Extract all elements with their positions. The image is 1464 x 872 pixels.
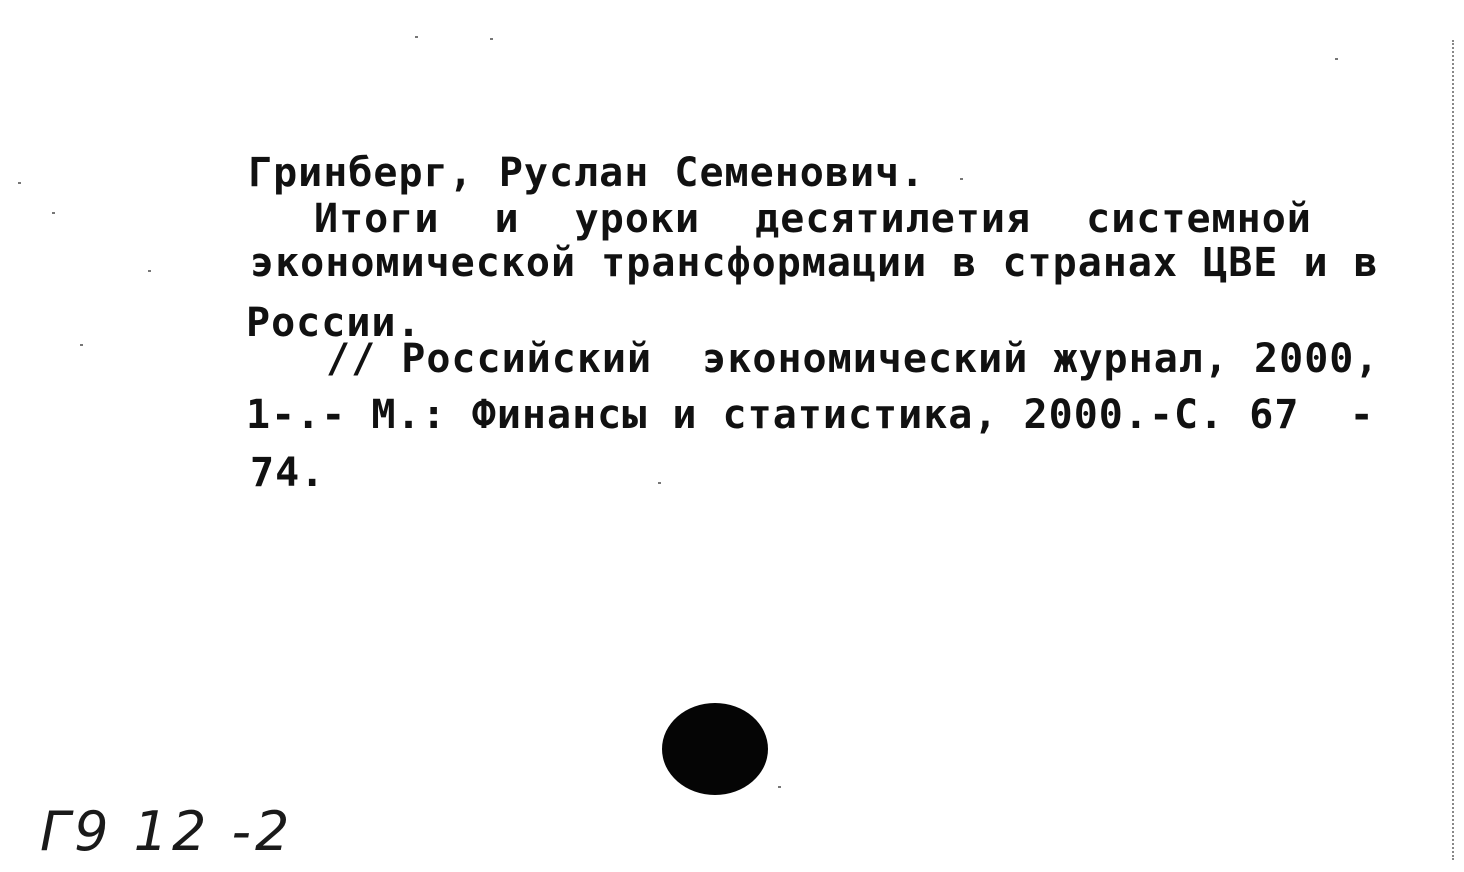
source-line-1: // Российский экономический журнал, 2000, — [326, 336, 1380, 382]
scan-speck — [490, 38, 493, 40]
scan-speck — [80, 344, 83, 346]
card-edge — [1452, 40, 1462, 860]
source-line-3: 74. — [250, 450, 326, 496]
scan-speck — [658, 482, 661, 484]
punch-hole — [662, 703, 768, 795]
shelf-mark: Г9 12 -2 — [40, 800, 294, 863]
author-line: Гринберг, Руслан Семенович. — [248, 150, 926, 196]
title-line-3: России. — [246, 300, 422, 346]
scan-speck — [415, 36, 418, 38]
scan-speck — [960, 178, 963, 180]
title-line-1: Итоги и уроки десятилетия системной — [314, 196, 1312, 242]
scan-speck — [778, 786, 781, 788]
scan-speck — [18, 182, 21, 184]
source-line-2: 1-.- М.: Финансы и статистика, 2000.-С. 67 - — [246, 392, 1375, 438]
scan-speck — [1335, 58, 1338, 60]
title-line-2: экономической трансформации в странах ЦВЕ и в — [250, 240, 1379, 286]
scan-speck — [148, 270, 151, 272]
scan-speck — [52, 212, 55, 214]
